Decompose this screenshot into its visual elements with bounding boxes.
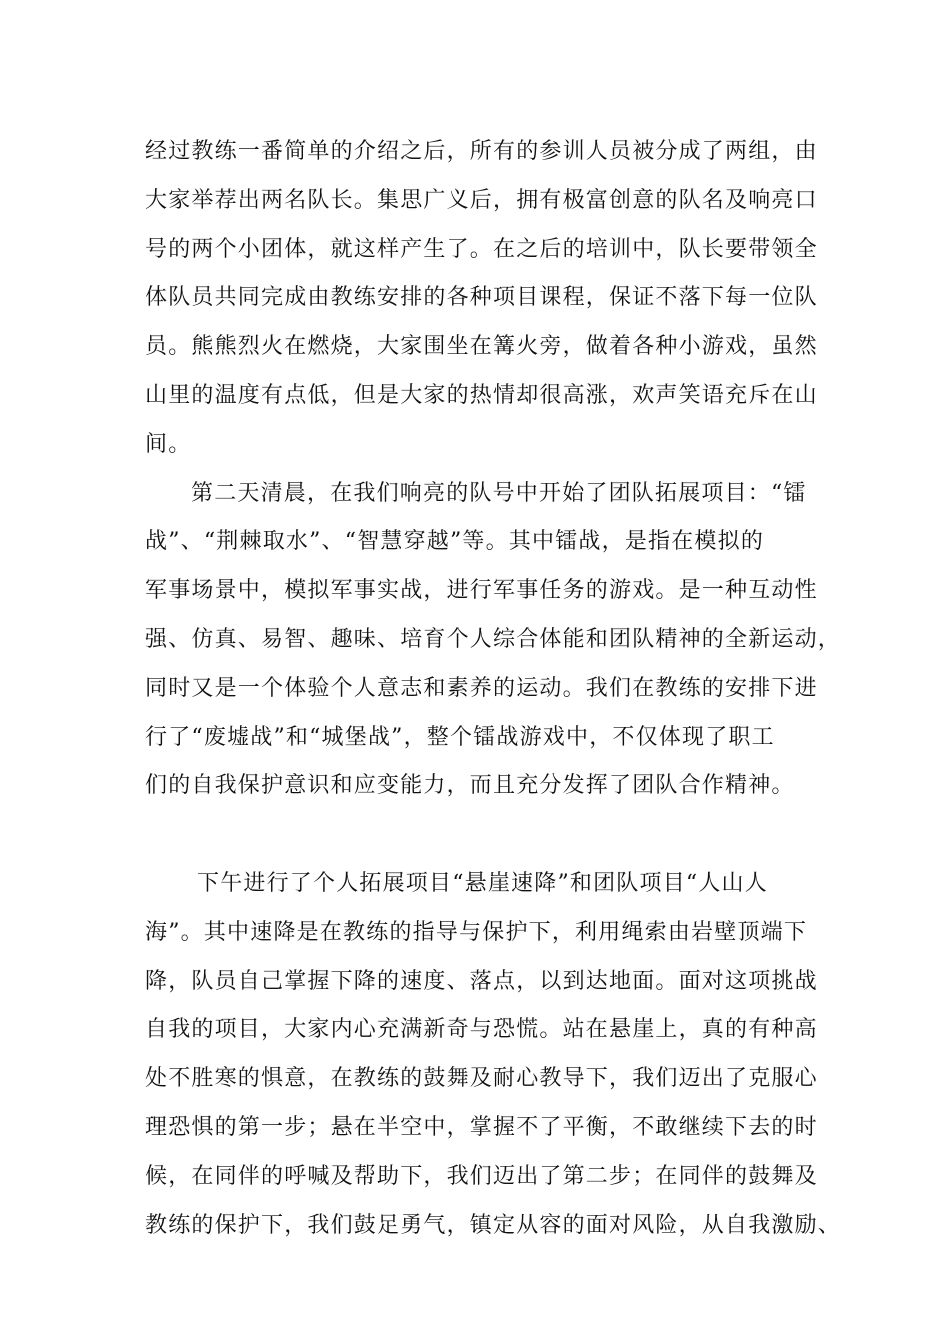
text-line: 体队员共同完成由教练安排的各种项目课程，保证不落下每一位队: [145, 285, 818, 311]
text-line: 下午进行了个人拓展项目“悬崖速降”和团队项目“人山人: [197, 870, 768, 896]
paragraph-2: [145, 470, 842, 860]
paragraph-3: [145, 860, 842, 1250]
text-line: 经过教练一番简单的介绍之后，所有的参训人员被分成了两组，由: [145, 139, 818, 164]
text-line: [145, 811, 820, 860]
text-line: 处不胜寒的惧意，在教练的鼓舞及耐心教导下，我们迈出了克服心: [145, 1066, 818, 1092]
text-line: 同时又是一个体验个人意志和素养的运动。我们在教练的安排下进: [145, 675, 818, 701]
text-line: 自我的项目，大家内心充满新奇与恐慌。站在悬崖上，真的有种高: [145, 1017, 818, 1043]
text-line: 降，队员自己掌握下降的速度、落点，以到达地面。面对这项挑战: [145, 968, 818, 994]
text-line: 们的自我保护意识和应变能力，而且充分发挥了团队合作精神。: [145, 773, 795, 799]
text-line: 间。: [145, 431, 192, 457]
text-line: 员。熊熊烈火在燃烧，大家围坐在篝火旁，做着各种小游戏，虽然: [145, 334, 818, 360]
text-line: 第二天清晨，在我们响亮的队号中开始了团队拓展项目：“镭: [191, 480, 807, 506]
text-line: 强、仿真、易智、趣味、培育个人综合体能和团队精神的全新运动，: [145, 626, 842, 652]
text-line: 军事场景中，模拟军事实战，进行军事任务的游戏。是一种互动性: [145, 578, 818, 604]
text-line: 候，在同伴的呼喊及帮助下，我们迈出了第二步；在同伴的鼓舞及: [145, 1163, 818, 1189]
text-line: 理恐惧的第一步；悬在半空中，掌握不了平衡，不敢继续下去的时: [145, 1114, 818, 1140]
text-line: 行了“废墟战”和“城堡战”，整个镭战游戏中，不仅体现了职工: [145, 724, 775, 750]
document-body: [145, 128, 842, 1250]
text-line: 教练的保护下，我们鼓足勇气，镇定从容的面对风险，从自我激励、: [145, 1212, 842, 1238]
text-line: 海”。其中速降是在教练的指导与保护下，利用绳索由岩壁顶端下: [145, 919, 808, 945]
text-line: 大家举荐出两名队长。集思广义后，拥有极富创意的队名及响亮口: [145, 187, 818, 213]
text-line: 战”、“荆棘取水”、“智慧穿越”等。其中镭战，是指在模拟的: [145, 529, 765, 555]
text-line: 山里的温度有点低，但是大家的热情却很高涨，欢声笑语充斥在山: [145, 382, 818, 408]
paragraph-1: [145, 128, 820, 470]
text-line: 号的两个小团体，就这样产生了。在之后的培训中，队长要带领全: [145, 236, 818, 262]
